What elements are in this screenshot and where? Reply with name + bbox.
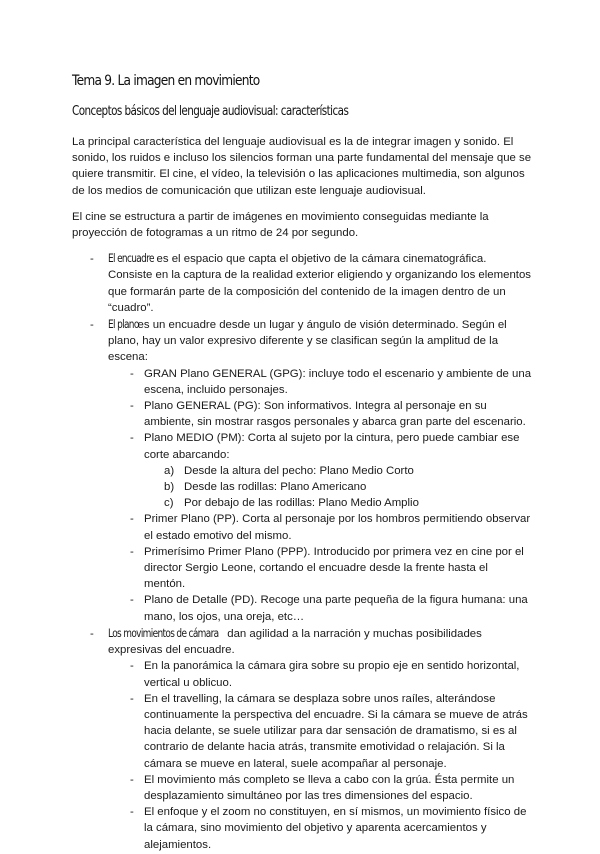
- list-item-movimientos: [72, 626, 532, 853]
- list-item-zoom: [108, 804, 532, 853]
- list-item-pp: [108, 511, 532, 543]
- text-pg: Plano GENERAL (PG): Son informativos. Integra al personaje en su ambiente, sin mostrar rasgos personales y abarca gran parte del escenario.: [144, 400, 526, 429]
- text-pd: Plano de Detalle (PD). Recoge una parte pequeña de la figura humana: una mano, los ojos, una oreja, etc…: [144, 594, 528, 623]
- text-movimientos: dan agilidad a la narración y muchas posibilidades expresivas del encuadre.: [108, 627, 482, 657]
- text-americano: Desde las rodillas: Plano Americano: [184, 481, 367, 494]
- list-item-medio-amplio: [144, 495, 532, 511]
- paragraph-cine: El cine se estructura a partir de imágenes en movimiento conseguidas mediante la proyección de fotogramas a un ritmo de 24 por segundo.: [72, 210, 489, 240]
- text-ppp: Primerísimo Primer Plano (PPP). Introducido por primera vez en cine por el director Sergio Leone, cortando el encuadre desde la frente hasta el mentón.: [144, 545, 524, 591]
- sub-bullet: -: [130, 660, 134, 673]
- plano-medio-list: [144, 463, 532, 512]
- text-encuadre: es el espacio que capta el objetivo de la cámara cinematográfica. Consiste en la captura de la realidad exterior eligiendo y organizando los elementos que formarán parte de la composición del contenido de la imagen dentro de un “cuadro”.: [108, 253, 531, 314]
- list-item-ppp: [108, 544, 532, 593]
- text-pm: Plano MEDIO (PM): Corta al sujeto por la cintura, pero puede cambiar ese corte abarcando:: [144, 432, 520, 461]
- sub-bullet: -: [130, 806, 134, 819]
- sub-bullet: -: [130, 367, 134, 380]
- sub-bullet: -: [130, 545, 134, 558]
- document-title: Tema 9. La imagen en movimiento: [72, 73, 260, 89]
- term-plano: El plano: [108, 318, 139, 332]
- document-body: [72, 134, 532, 854]
- letter-b: b): [164, 481, 175, 494]
- list-item-gpg: [108, 366, 532, 398]
- list-item-pm: [108, 430, 532, 511]
- list-item-travelling: [108, 691, 532, 772]
- text-panoramica: En la panorámica la cámara gira sobre su propio eje en sentido horizontal, vertical u oblicuo.: [144, 660, 520, 689]
- dash-bullet: -: [90, 627, 94, 640]
- text-medio-corto: Desde la altura del pecho: Plano Medio Corto: [184, 464, 414, 477]
- list-item-pg: [108, 398, 532, 430]
- list-item-encuadre: [72, 251, 532, 316]
- sub-bullet: -: [130, 513, 134, 526]
- section-subtitle: Conceptos básicos del lenguaje audiovisual: características: [72, 104, 349, 119]
- dash-bullet: -: [90, 319, 94, 332]
- paragraph-intro: La principal característica del lenguaje audiovisual es la de integrar imagen y sonido. El sonido, los ruidos e incluso los silencios forman una parte fundamental del mensaje que se quiere transmitir. El cine, el vídeo, la televisión o las aplicaciones multimedia, son algunos de los medios de comunicación que utilizan este lenguaje audiovisual.: [72, 136, 532, 197]
- plano-types-list: [108, 366, 532, 625]
- text-medio-amplio: Por debajo de las rodillas: Plano Medio Amplio: [184, 497, 419, 510]
- sub-bullet: -: [130, 400, 134, 413]
- dash-bullet: -: [90, 253, 94, 266]
- list-item-pd: [108, 592, 532, 624]
- text-pp: Primer Plano (PP). Corta al personaje por los hombros permitiendo observar el estado emotivo del mismo.: [144, 513, 531, 542]
- list-item-americano: [144, 479, 532, 495]
- list-item-grua: [108, 772, 532, 804]
- sub-bullet: -: [130, 594, 134, 607]
- text-travelling: En el travelling, la cámara se desplaza sobre unos raíles, alterándose continuamente la perspectiva del encuadre. Si la cámara se mueve de atrás hacia delante, se suele utilizar para dar sensación de dramatismo, si es al contrario de delante hacia atrás, transmite emotividad o relajación. Si la cámara se mueve en lateral, suele acompañar al personaje.: [144, 692, 528, 770]
- letter-a: a): [164, 464, 175, 477]
- text-zoom: El enfoque y el zoom no constituyen, en sí mismos, un movimiento físico de la cámara, sino movimiento del objetivo y aparenta acercamientos y alejamientos.: [144, 806, 527, 851]
- sub-bullet: -: [130, 773, 134, 786]
- list-item-panoramica: [108, 658, 532, 690]
- sub-bullet: -: [130, 692, 134, 705]
- list-item-plano: [72, 317, 532, 625]
- sub-bullet: -: [130, 432, 134, 445]
- text-plano: es un encuadre desde un lugar y ángulo de visión determinado. Según el plano, hay un valor expresivo diferente y se clasifican según la amplitud de la escena:: [108, 319, 507, 364]
- concept-list: [72, 251, 532, 853]
- list-item-medio-corto: [144, 463, 532, 479]
- movimientos-list: [108, 658, 532, 852]
- term-encuadre: El encuadre: [108, 252, 154, 266]
- term-movimientos: Los movimientos de cámara: [108, 626, 219, 640]
- letter-c: c): [164, 497, 174, 510]
- text-gpg: GRAN Plano GENERAL (GPG): incluye todo el escenario y ambiente de una escena, incluido personajes.: [144, 367, 532, 396]
- text-grua: El movimiento más completo se lleva a cabo con la grúa. Ésta permite un desplazamiento simultáneo por las tres dimensiones del espacio.: [144, 773, 515, 802]
